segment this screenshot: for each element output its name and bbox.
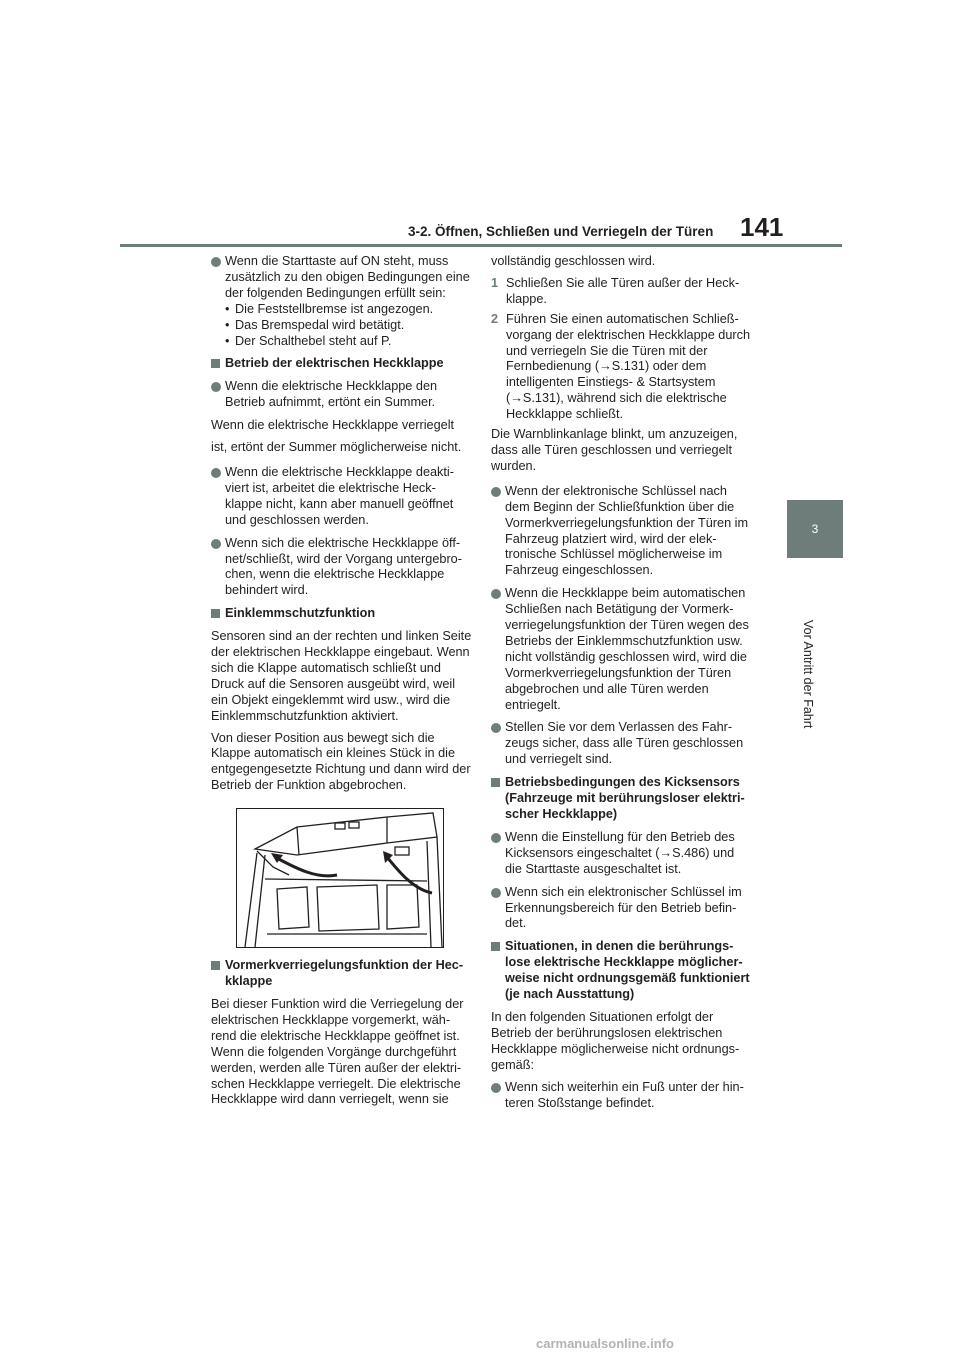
section-heading: Situationen, in denen die berührungs-lose elektrische Heckklappe möglicher-weise nicht ordnungsgemäß funktioniert (je nach Ausstattung) (491, 939, 753, 1003)
paragraph: vollständig geschlossen wird. (491, 254, 656, 268)
section-heading: Vormerkverriegelungsfunktion der Hec-kklappe (211, 958, 473, 990)
paragraph: In den folgenden Situationen erfolgt der Betrieb der berührungslosen elektrischen Heckklappe möglicherweise nicht ordnungs-gemäß: (491, 1009, 740, 1072)
bullet-item: Wenn sich ein elektronischer Schlüssel im Erkennungsbereich für den Betrieb befin-det. (491, 885, 753, 933)
paragraph: Bei dieser Funktion wird die Verriegelung der elektrischen Heckklappe vorgemerkt, wäh-rend die elektrische Heckklappe geöffnet ist. Wenn die folgenden Vorgänge durchgeführt werden, werden alle Türen außer der elektri-schen Heckklappe verriegelt. Die elektrische Heckklappe wird dann verriegelt, wenn sie (211, 997, 464, 1107)
bullet-item: Stellen Sie vor dem Verlassen des Fahr-zeugs sicher, dass alle Türen geschlossen und verriegelt sind. (491, 720, 753, 768)
step-text: Führen Sie einen automatischen Schließ-vorgang der elektrischen Heckklappe durch und verriegeln Sie die Türen mit der Fernbedienung (→S.131) oder dem intelligenten Einstiegs- & Startsystem (→S.131), während sich die elektrische Heckklappe schließt. (506, 311, 751, 422)
section-title: 3-2. Öffnen, Schließen und Verriegeln der Türen (408, 224, 714, 239)
paragraph: Wenn die elektrische Heckklappe verriegelt (211, 418, 455, 433)
bullet-item: Wenn sich weiterhin ein Fuß unter der hin-teren Stoßstange befindet. (491, 1080, 753, 1112)
paragraph: ist, ertönt der Summer möglicherweise nicht. (211, 440, 462, 455)
paragraph: Sensoren sind an der rechten und linken Seite der elektrischen Heckklappe eingebaut. Wenn sich die Klappe automatisch schließt und Druck auf die Sensoren ausgeübt wird, weil ein Objekt eingeklemmt wird usw., wird die Einklemmschutzfunktion aktiviert. (211, 629, 472, 723)
sub-item: • Die Feststellbremse ist angezogen. (225, 302, 473, 318)
bullet-text: Wenn die Starttaste auf ON steht, muss zusätzlich zu den obigen Bedingungen eine der folgenden Bedingungen erfüllt sein: (225, 254, 470, 300)
chapter-tab[interactable] (787, 500, 843, 558)
left-column (211, 254, 473, 1114)
bullet-item (211, 254, 473, 349)
bullet-item: Wenn der elektronische Schlüssel nach dem Beginn der Schließfunktion über die Vormerkverriegelungsfunktion der Türen im Fahrzeug platziert wird, wird der elek-tronische Schlüssel möglicherweise im Fahrzeug eingeschlossen. (491, 484, 753, 579)
section-heading: Betriebsbedingungen des Kicksensors (Fahrzeuge mit berührungsloser elektri-scher Heckklappe) (491, 775, 753, 823)
bullet-item: Wenn die elektrische Heckklappe deakti-viert ist, arbeitet die elektrische Heck-klappe nicht, kann aber manuell geöffnet und geschlossen werden. (211, 465, 473, 529)
step-text: Schließen Sie alle Türen außer der Heck-klappe. (506, 275, 740, 306)
sub-item: • Das Bremspedal wird betätigt. (225, 318, 473, 334)
step-number: 1 (491, 275, 499, 290)
step-item (491, 276, 753, 308)
paragraph: Von dieser Position aus bewegt sich die Klappe automatisch ein kleines Stück in die entgegengesetzte Richtung und dann wird der Betrieb der Funktion abgebrochen. (211, 730, 471, 793)
page-number: 141 (740, 212, 784, 242)
watermark: carmanualsonline.info (536, 1336, 674, 1351)
tailgate-illustration (236, 808, 444, 948)
sub-item: • Der Schalthebel steht auf P. (225, 334, 473, 350)
chapter-number: 3 (811, 522, 819, 536)
paragraph: Die Warnblinkanlage blinkt, um anzuzeigen, dass alle Türen geschlossen und verriegelt wurden. (491, 427, 738, 473)
section-heading: Betrieb der elektrischen Heckklappe (211, 356, 473, 372)
header-rule (120, 244, 842, 247)
step-item (491, 312, 753, 423)
chapter-label: Vor Antritt der Fahrt (801, 620, 815, 729)
bullet-item: Wenn die Einstellung für den Betrieb des Kicksensors eingeschaltet (→S.486) und die Starttaste ausgeschaltet ist. (491, 830, 753, 878)
right-column (491, 254, 753, 1118)
bullet-item: Wenn die Heckklappe beim automatischen Schließen nach Betätigung der Vormerk-verriegelungsfunktion der Türen wegen des Betriebs der Einklemmschutzfunktion usw. nicht vollständig geschlossen wird, wird die Vormerkverriegelungsfunktion der Türen abgebrochen und alle Türen werden entriegelt. (491, 586, 753, 713)
bullet-item: Wenn die elektrische Heckklappe den Betrieb aufnimmt, ertönt ein Summer. (211, 379, 473, 411)
tailgate-drawing (237, 809, 443, 947)
step-number: 2 (491, 311, 499, 326)
bullet-item: Wenn sich die elektrische Heckklappe öff-net/schließt, wird der Vorgang untergebro-chen, wenn die elektrische Heckklappe behindert wird. (211, 536, 473, 600)
section-heading: Einklemmschutzfunktion (211, 606, 473, 622)
